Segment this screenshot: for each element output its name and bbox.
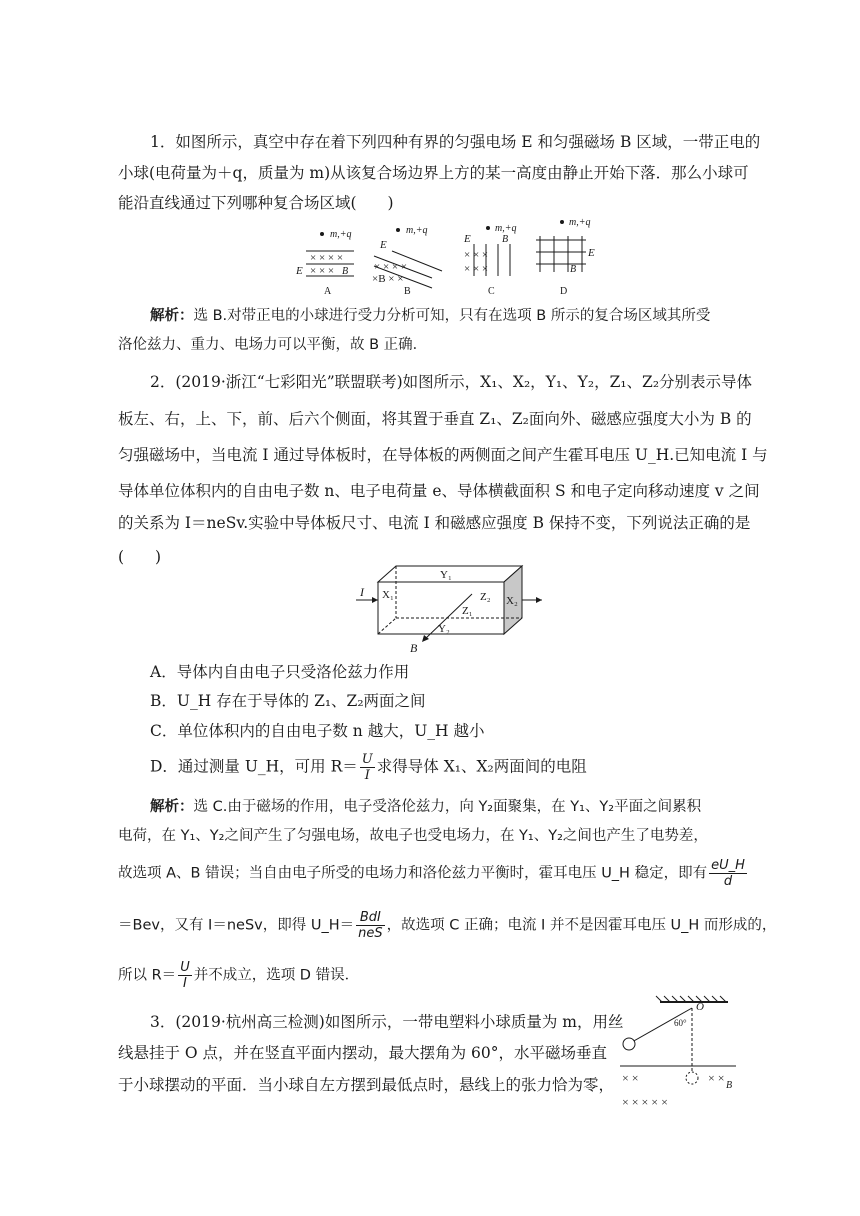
svg-text:× × ×: × × × [464, 249, 489, 261]
svg-text:E: E [588, 247, 595, 259]
q1-panel-b [372, 225, 442, 297]
q2-solution-line-3: 故选项 A、B 错误；当自由电子所受的电场力和洛伦兹力平衡时，霍耳电压 U_H 稳定，即有 $\frac{eU\_H}{d}$ [118, 858, 745, 889]
q2-solution-line-2: 电荷，在 Y₁、Y₂之间产生了匀强电场，故电子也受电场力，在 Y₁、Y₂之间也产生了电势差， [118, 828, 708, 844]
q2-option-d: D．通过测量 U_H，可用 R＝ $\frac{U}{I}$ 求得导体 X₁、X₂两面间的电阻 [150, 752, 587, 783]
q2-option-a: A．导体内自由电子只受洛伦兹力作用 [150, 663, 410, 681]
q2-stem-line-1: 2．(2019·浙江“七彩阳光”联盟联考)如图所示，X₁、X₂，Y₁、Y₂，Z₁、Z₂分别表示导体 [150, 373, 753, 391]
svg-text:E: E [380, 239, 387, 251]
svg-text:× × × × ×: × × × × × [622, 1095, 668, 1109]
q2-stem-line-5: 的关系为 I＝neSv.实验中导体板尺寸、电流 I 和磁感应强度 B 保持不变，下列说法正确的是 [118, 514, 751, 532]
q1-panel-label-c: C [488, 286, 495, 297]
q1-solution-line-1: 解析：选 B.对带正电的小球进行受力分析可知，只有在选项 B 所示的复合场区域其所受 [150, 308, 711, 324]
svg-text:B: B [502, 234, 509, 245]
q3-stem-line-3: 于小球摆动的平面．当小球自左方摆到最低点时，悬线上的张力恰为零， [118, 1076, 615, 1094]
svg-text:× × × ×: × × × × [374, 261, 408, 273]
q2-fig-label-b: B [410, 641, 418, 655]
svg-text:E: E [464, 233, 471, 245]
q2-stem-line-6: ( ) [118, 548, 162, 566]
q2-solution-fraction-3: $\frac{U}{I}$ [180, 960, 190, 991]
svg-text:× × ×: × × × [310, 265, 335, 277]
svg-text:× ×: × × [622, 1071, 639, 1085]
q3-fig-label-o: O [696, 1001, 704, 1013]
q1-stem-line-2: 小球(电荷量为＋q，质量为 m)从该复合场边界上方的某一高度由静止开始下落．那么小球可 [118, 164, 749, 182]
q2-fig-label-i: I [360, 585, 364, 599]
q1-panel-d [536, 217, 595, 297]
svg-text:m,+q: m,+q [495, 223, 517, 234]
q2-option-c: C．单位体积内的自由电子数 n 越大，U_H 越小 [150, 722, 485, 740]
svg-text:×B × ×: ×B × × [372, 273, 404, 285]
q2-solution-fraction-1: $\frac{eU\_H}{d}$ [711, 858, 745, 889]
q2-fig-label-z2: Z₂ [480, 591, 491, 603]
q1-solution-label: 解析： [150, 308, 194, 324]
q2-stem-line-2: 板左、右，上、下，前、后六个侧面，将其置于垂直 Z₁、Z₂面向外、磁感应强度大小为 B 的 [118, 410, 752, 428]
q2-fig-label-y2: Y₂ [438, 623, 450, 635]
q2-solution-line-4: ＝Bev，又有 I＝neSv，即得 U_H＝ $\frac{\text{BdI}}{\text{neS}}$ ，故选项 C 正确；电流 I 并不是因霍耳电压 U_H 而形成的， [118, 910, 777, 941]
q2-solution-fraction-2: $\frac{\text{BdI}}{\text{neS}}$ [358, 910, 383, 941]
q1-panel-a [295, 229, 354, 297]
svg-text:m,+q: m,+q [406, 225, 428, 236]
q2-fig-label-x1: X₁ [382, 589, 394, 601]
q2-figure [352, 564, 552, 656]
q2-option-d-fraction: $\frac{U}{I}$ [361, 752, 373, 783]
q3-figure [616, 994, 740, 1112]
q3-fig-label-angle: 60° [674, 1018, 687, 1028]
q2-fig-label-y1: Y₁ [440, 569, 452, 581]
q2-fig-label-x2: X₂ [506, 595, 518, 607]
svg-text:× ×: × × [708, 1071, 725, 1085]
q2-fig-label-z1: Z₁ [462, 605, 473, 617]
svg-text:× × ×: × × × [464, 263, 489, 275]
q2-stem-line-4: 导体单位体积内的自由电子数 n、电子电荷量 e、导体横截面积 S 和电子定向移动速度 v 之间 [118, 482, 760, 500]
q2-solution-line-1: 解析：选 C.由于磁场的作用，电子受洛伦兹力，向 Y₂面聚集，在 Y₁、Y₂平面之间累积 [150, 799, 702, 815]
q1-panel-c [463, 223, 516, 297]
q1-figure [292, 216, 612, 302]
q1-b-label-a: B [342, 266, 349, 277]
q1-panel-label-b: B [404, 286, 411, 297]
q3-stem-line-2: 线悬挂于 O 点，并在竖直平面内摆动，最大摆角为 60°，水平磁场垂直 [118, 1044, 607, 1062]
q1-ball-label-a: m,+q [330, 229, 352, 240]
q2-option-b: B．U_H 存在于导体的 Z₁、Z₂两面之间 [150, 692, 426, 710]
q3-stem-line-1: 3．(2019·杭州高三检测)如图所示，一带电塑料小球质量为 m，用丝 [150, 1013, 624, 1031]
q1-panel-label-a: A [324, 286, 332, 297]
svg-text:× × × ×: × × × × [310, 252, 344, 264]
q1-stem-line-3: 能沿直线通过下列哪种复合场区域( ) [118, 194, 394, 212]
svg-text:B: B [570, 264, 577, 275]
q2-solution-line-5: 所以 R＝ $\frac{U}{I}$ 并不成立，选项 D 错误． [118, 960, 360, 991]
q2-stem-line-3: 匀强磁场中，当电流 I 通过导体板时，在导体板的两侧面之间产生霍耳电压 U_H.已知电流 I 与 [118, 446, 768, 464]
q1-stem-line-1: 1．如图所示，真空中存在着下列四种有界的匀强电场 E 和匀强磁场 B 区域，一带正电的 [150, 133, 761, 151]
svg-text:m,+q: m,+q [569, 217, 591, 228]
q2-solution-label: 解析： [150, 799, 194, 815]
q1-panel-label-d: D [560, 286, 568, 297]
q1-e-label-a: E [296, 265, 303, 277]
q1-solution-line-2: 洛伦兹力、重力、电场力可以平衡，故 B 正确． [118, 337, 428, 353]
q3-fig-label-b: B [726, 1080, 733, 1091]
